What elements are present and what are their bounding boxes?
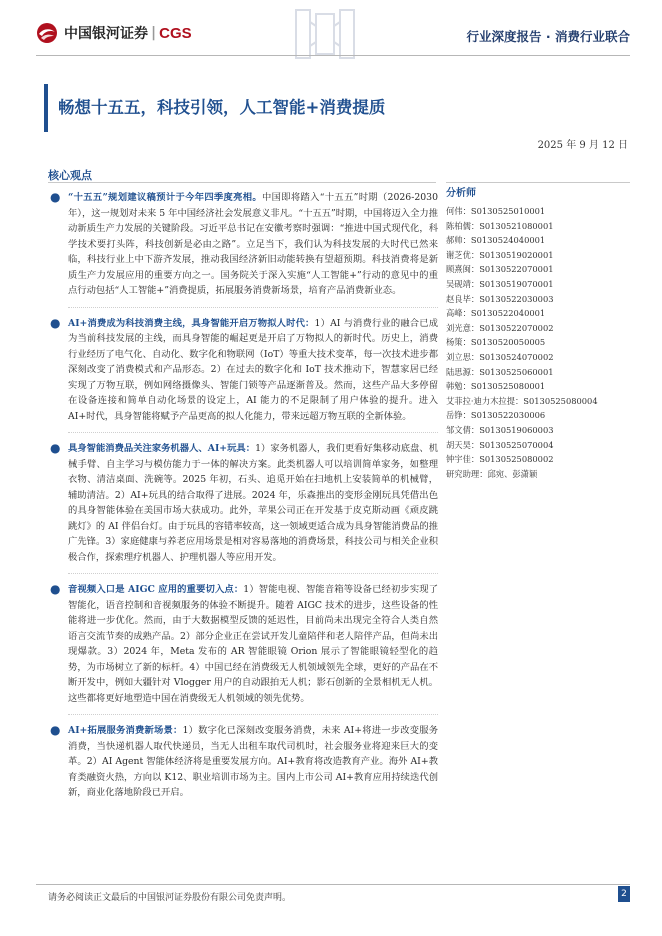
- divider: [68, 565, 438, 574]
- key-point: [48, 441, 438, 565]
- analyst-entry: 胡天昊：S0130525070004: [446, 439, 554, 450]
- bullet-dot-icon: ●: [50, 723, 61, 737]
- key-point-text: 中国即将踏入“十五五”时期（2026-2030 年），这一规划对未来 5 年中国经济社会发展意义非凡。“十五五”时期，中国将迈入全力推动新质生产力发展的关键阶段。习近平总书记在安徽考察时强调：“推进中国式现代化，科学技术要打头阵，科技创新是必由之路”。立足当下，我们认为科技发展的大时代已然来临，科技行业上中下游齐发展，推动我国经济新旧动能转换有望超预期。科技消费将是新质生产力发展应用的重要方向之一。国务院关于深入实施“人工智能+”行动的意见中的重点行动包括“人工智能+”消费提质，拓展服务消费新场景，培育产品消费新业态。: [68, 192, 438, 296]
- divider: [68, 706, 438, 715]
- key-point: [48, 316, 438, 425]
- key-point-lead: AI+拓展服务消费新场景：: [68, 725, 183, 736]
- watermark-logo-icon: [292, 6, 358, 66]
- key-point-lead: 具身智能消费品关注家务机器人、AI+玩具：: [68, 443, 256, 454]
- title-accent-bar: [44, 84, 48, 132]
- analyst-entry: 顾熹闽：S0130522070001: [446, 264, 554, 275]
- key-point-lead: “十五五”规划建议稿预计于今年四季度亮相。: [68, 192, 263, 203]
- analyst-entry: 陆思源：S0130525060001: [446, 366, 554, 377]
- page-number: 2: [618, 886, 630, 902]
- brand-name-en: CGS: [159, 24, 192, 42]
- section-divider: [48, 182, 436, 183]
- analyst-entry: 韩勉：S0130525080001: [446, 381, 546, 392]
- bullet-dot-icon: ●: [50, 315, 61, 330]
- brand-divider: |: [151, 25, 157, 41]
- analyst-entry: 岳铮：S0130522030006: [446, 410, 546, 421]
- galaxy-logo-icon: [36, 22, 58, 44]
- analyst-panel-title: 分析师: [446, 188, 476, 199]
- brand-logo: [36, 22, 192, 44]
- analyst-entry: 钟宇佳：S0130525080002: [446, 454, 554, 465]
- research-assistant-entry: 研究助理：邱宛、彭潇颖: [446, 468, 538, 479]
- analyst-entry: 郝帅：S0130524040001: [446, 235, 546, 246]
- key-point-text: 1）智能电视、智能音箱等设备已经初步实现了智能化，语音控制和音视频服务的体验不断提升。随着 AIGC 技术的进步，这些设备的性能将进一步优化。然而，由于大数据模型反馈的延迟性，目前尚未出现完全符合人类自然语言交流节奏的成熟产品。2）部分企业正在尝试开发儿童陪伴和老人陪伴产品，但尚未出现爆款。3）2024 年，Meta 发布的 AR 智能眼镜 Orion 展示了智能眼镜轻型化的趋势，为市场树立了新的标杆。4）中国已经在消费级无人机领域领先全球，更好的产品在不断开发中，例如大疆针对 Vlogger 用户的自动跟拍无人机；影石创新的全景相机无人机。这些都将更好地塑造中国在消费级无人机领域的领先优势。: [68, 584, 439, 704]
- analyst-entry: 谢芝优：S0130519020001: [446, 249, 554, 260]
- report-date: 2025 年 9 月 12 日: [537, 140, 628, 151]
- analyst-entry: 艾菲拉·迪力木拉提：S0130525080004: [446, 395, 598, 406]
- report-type: 行业深度报告 · 消费行业联合: [466, 29, 630, 44]
- footer-divider: [36, 884, 630, 885]
- title-block: [48, 94, 385, 118]
- section-label: 核心观点: [48, 169, 92, 182]
- analyst-entry: 刘立思：S0130524070002: [446, 351, 554, 362]
- sidebar-divider: [446, 182, 630, 183]
- bullet-dot-icon: ●: [50, 441, 61, 455]
- analyst-entry: 陈柏儒：S0130521080001: [446, 220, 554, 231]
- page-title: 畅想十五五，科技引领，人工智能+消费提质: [58, 98, 386, 117]
- analyst-entry: 高峰：S0130522040001: [446, 308, 546, 319]
- header-divider: [36, 55, 630, 56]
- analyst-entry: 吴砚靖：S0130519070001: [446, 278, 554, 289]
- key-point: [48, 582, 438, 706]
- footer-disclaimer: 请务必阅读正文最后的中国银河证券股份有限公司免责声明。: [48, 893, 292, 903]
- key-points: [48, 190, 438, 801]
- brand-name-cn: 中国银河证券: [64, 26, 148, 42]
- analyst-panel: [446, 184, 636, 481]
- bullet-dot-icon: ●: [50, 582, 61, 596]
- analyst-entry: 刘光意：S0130522070002: [446, 322, 554, 333]
- key-point-text: 1）数字化已深刻改变服务消费，未来 AI+将进一步改变服务消费，当快递机器人取代快递员，当无人出租车取代司机时，社会服务业将迎来巨大的变革。2）AI Agent 智能体经济将是重要发展方向。AI+教育将改造教育产业。海外 AI+教育类融资火热，方向以 K12、职业培训市场为主。国内上市公司 AI+教育应用持续迭代创新，商业化落地阶段已开启。: [68, 725, 439, 798]
- divider: [68, 299, 438, 308]
- analyst-entry: 邹文倩：S0130519060003: [446, 424, 554, 435]
- bullet-dot-icon: ●: [50, 190, 61, 204]
- key-point-lead: 音视频入口是 AIGC 应用的重要切入点：: [68, 584, 244, 595]
- analyst-entry: 何伟：S0130525010001: [446, 206, 546, 216]
- page-header: [0, 0, 662, 66]
- analyst-entry: 杨策：S0130520050005: [446, 337, 546, 348]
- key-point: [48, 723, 438, 801]
- key-point-text: 1）家务机器人，我们更看好集移动底盘、机械手臂、自主学习与模仿能力于一体的解决方案。此类机器人可以培训简单家务，如整理衣物、清洁桌面、洗碗等。2025 年初，石头、追觅开始在扫地机上安装简单的机械臂，辅助清洁。2）AI+玩具的结合取得了进展。2024 年，乐森推出的变形金刚玩具凭借出色的具身智能体验在美国市场大获成功。此外，苹果公司正在开发基于皮克斯动画《顽皮跳跳灯》的 AI 伴侣台灯。由于玩具的容错率较高，这一领域更适合成为具身智能消费品的推广先锋。3）家庭健康与养老应用场景是相对容易落地的消费场景，科技公司与相关企业积极合作，探索理疗机器人、护理机器人等应用开发。: [68, 443, 439, 563]
- key-point-lead: AI+消费成为科技消费主线，具身智能开启万物拟人时代：: [68, 317, 315, 329]
- analyst-entry: 赵良毕：S0130522030003: [446, 293, 554, 304]
- divider: [68, 424, 438, 433]
- key-point-text: 1）AI 与消费行业的融合已成为当前科技发展的主线，而具身智能的崛起更是开启了万物拟人的新时代。历史上，消费行业经历了电气化、自动化、数字化和物联网（IoT）等重大技术变革，每一次技术进步都深刻改变了消费模式和产品形态。2）在过去的数字化和 IoT 技术推动下，智慧家居已经实现了万物互联，例如网络摄像头、智能门锁等产品逐渐普及。然而，这些产品大多停留在设备连接和简单自动化场景的设定上，AI 能力的不足限制了用户体验的提升。进入 AI+时代，具身智能将赋予产品更高的拟人化能力，带来远超万物互联的全新体验。: [68, 317, 438, 422]
- key-point: [48, 190, 438, 299]
